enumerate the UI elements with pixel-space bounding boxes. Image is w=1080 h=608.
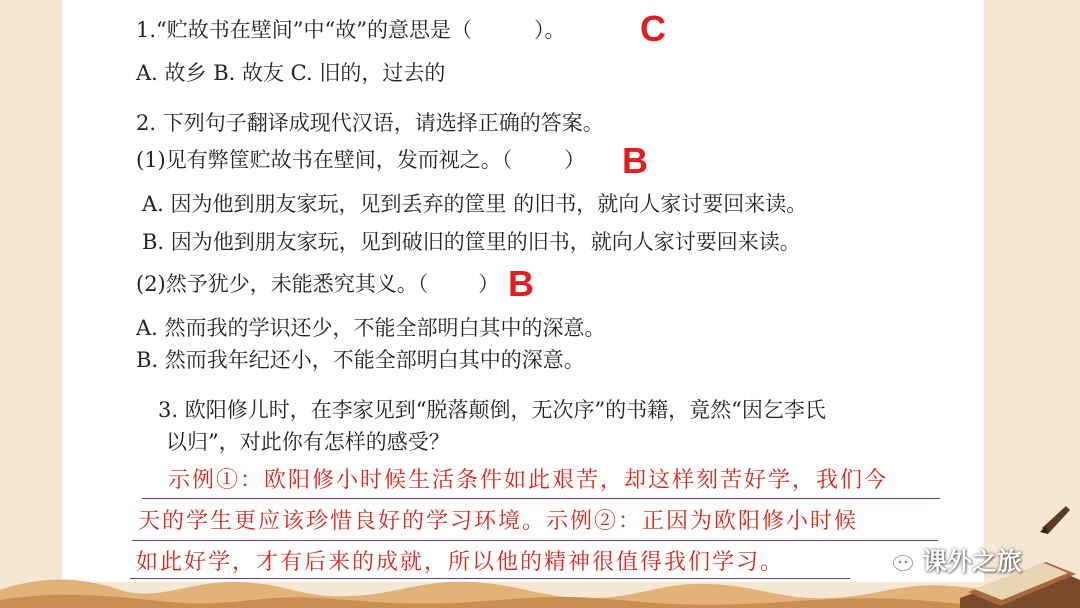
q3-answer-line-3: 如此好学，才有后来的成就，所以他的精神很值得我们学习。 xyxy=(136,550,785,575)
q2-stem: 2. 下列句子翻译成现代汉语，请选择正确的答案。 xyxy=(136,111,604,135)
q2-sub2-option-b: B. 然而我年纪还小，不能全部明白其中的深意。 xyxy=(136,348,585,372)
q1-stem xyxy=(136,16,565,44)
q3-answer-line-2: 天的学生更应该珍惜良好的学习环境。示例②：正因为欧阳修小时候 xyxy=(138,509,859,534)
q2-sub2-stem xyxy=(136,270,499,298)
q2-sub2-close: ） xyxy=(478,272,500,296)
q2-sub1-option-b: B. 因为他到朋友家玩，见到破旧的筐里的旧书，就向人家讨要回来读。 xyxy=(142,230,801,254)
q3-answer-line-1: 示例①：欧阳修小时候生活条件如此艰苦，却这样刻苦好学，我们今 xyxy=(168,468,889,493)
q2-sub1-answer: B xyxy=(622,140,648,181)
answer-underline-1 xyxy=(142,498,940,499)
answer-underline-2 xyxy=(132,540,938,541)
q1-text: 1.“贮故书在壁间”中“故”的意思是（ xyxy=(136,18,472,42)
watermark-text: 课外之旅 xyxy=(922,547,1023,576)
q2-sub1-stem xyxy=(136,146,585,174)
wechat-watermark xyxy=(880,540,1022,580)
q1-options: A. 故乡 B. 故友 C. 旧的，过去的 xyxy=(136,61,446,85)
q2-sub2-option-a: A. 然而我的学识还少，不能全部明白其中的深意。 xyxy=(136,316,606,340)
q2-sub2-text: (2)然予犹少，未能悉究其义。（ xyxy=(136,272,429,296)
q2-sub2-answer: B xyxy=(508,263,534,304)
q1-close: ）。 xyxy=(533,18,566,42)
wechat-icon xyxy=(880,546,914,574)
q2-sub1-close: ） xyxy=(564,148,586,172)
q3-stem-line1: 3. 欧阳修儿时，在李家见到“脱落颠倒，无次序”的书籍，竟然“因乞李氏 xyxy=(158,398,826,422)
q3-stem-line2: 以归”，对此你有怎样的感受？ xyxy=(166,430,450,454)
q1-answer: C xyxy=(640,8,666,49)
q2-sub1-option-a: A. 因为他到朋友家玩，见到丢弃的筐里 的旧书，就向人家讨要回来读。 xyxy=(142,192,808,216)
q2-sub1-text: (1)见有弊筐贮故书在壁间，发而视之。（ xyxy=(136,148,513,172)
